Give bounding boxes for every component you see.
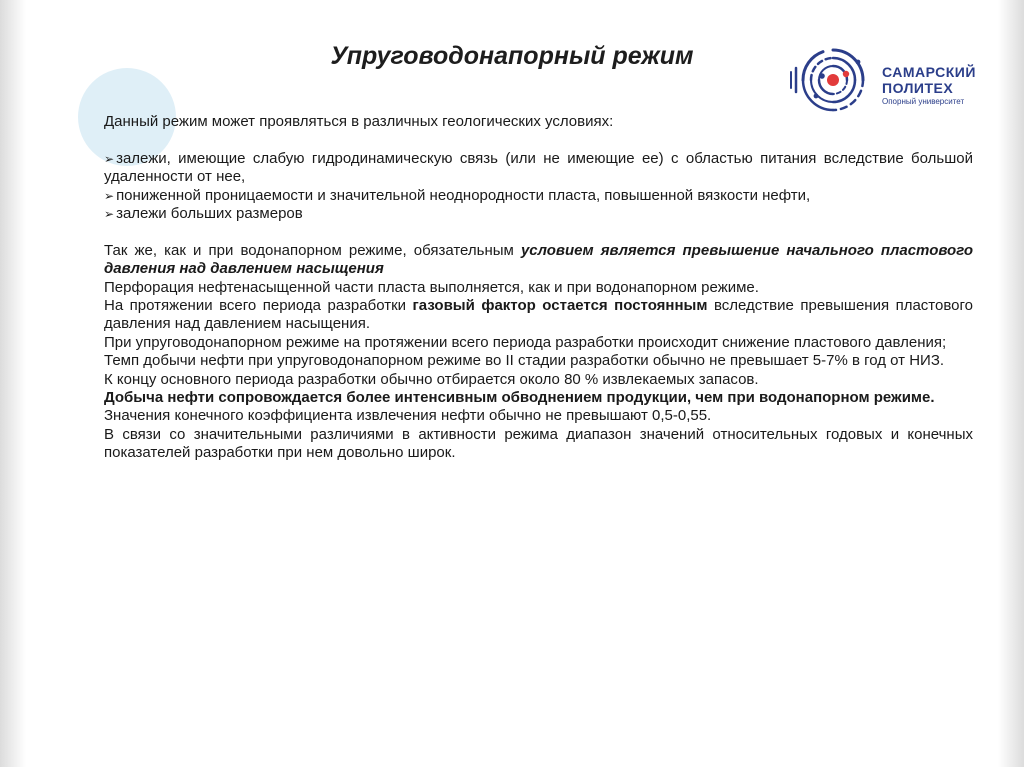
bullet-text: залежи больших размеров <box>116 205 303 223</box>
paragraph-text: На протяжении всего периода разработки <box>104 297 413 315</box>
bullet-item <box>104 150 973 187</box>
slide-title: Упруговодонапорный режим <box>330 42 694 70</box>
paragraph-recovery-share: К концу основного периода разработки обычно отбирается около 80 % извлекаемых запасов. <box>104 370 759 388</box>
paragraph-watering: Добыча нефти сопровождается более интенсивным обводнением продукции, чем при водонапорном режиме. <box>104 389 935 407</box>
slide-body <box>104 113 973 463</box>
bullet-item <box>104 205 973 223</box>
paragraph-perforation: Перфорация нефтенасыщенной части пласта выполняется, как и при водонапорном режиме. <box>104 278 759 296</box>
logo-name-line1: САМАРСКИЙ <box>882 64 976 80</box>
bullet-text: залежи, имеющие слабую гидродинамическую связь (или не имеющие ее) с областью питания вследствие большой удаленности от нее, <box>104 149 973 186</box>
intro-text: Данный режим может проявляться в различных геологических условиях: <box>104 113 614 130</box>
bold-text: газовый фактор остается постоянным <box>412 297 708 315</box>
logo-emblem-icon <box>788 40 878 120</box>
logo-subtitle: Опорный университет <box>882 97 965 106</box>
bullet-item <box>104 187 973 205</box>
arrow-bullet-icon: ➢ <box>104 207 115 222</box>
paragraph-gas-factor <box>104 297 973 334</box>
arrow-bullet-icon: ➢ <box>104 188 115 203</box>
paragraph-recovery-factor: Значения конечного коэффициента извлечения нефти обычно не превышают 0,5-0,55. <box>104 407 712 425</box>
paragraph-pressure-decline: При упруговодонапорном режиме на протяжении всего периода разработки происходит снижение пластового давления; <box>104 333 947 351</box>
paragraph-spacer <box>104 131 973 149</box>
paragraph-spacer <box>104 223 973 241</box>
slide-edge-shadow-right <box>998 0 1024 767</box>
paragraph-text: вследствие превышения пластового давления над давлением насыщения. <box>104 297 973 333</box>
paragraph-pressure-condition <box>104 242 973 279</box>
university-logo <box>788 40 998 120</box>
paragraph-text: Так же, как и при водонапорном режиме, обязательным <box>104 241 521 259</box>
slide-edge-shadow-left <box>0 0 26 767</box>
arrow-bullet-icon: ➢ <box>104 151 115 166</box>
bullet-text: пониженной проницаемости и значительной неоднородности пласта, повышенной вязкости нефти, <box>116 186 811 204</box>
emphasized-text: условием является превышение начального пластового давления над давлением насыщения <box>104 241 973 278</box>
paragraph-production-rate: Темп добычи нефти при упруговодонапорном режиме во II стадии разработки обычно не превышает 5-7% в год от НИЗ. <box>104 352 945 370</box>
logo-name-line2: ПОЛИТЕХ <box>882 80 954 96</box>
paragraph-indicator-range: В связи со значительными различиями в активности режима диапазон значений относительных годовых и конечных показателей разработки при нем довольно широк. <box>104 425 973 462</box>
